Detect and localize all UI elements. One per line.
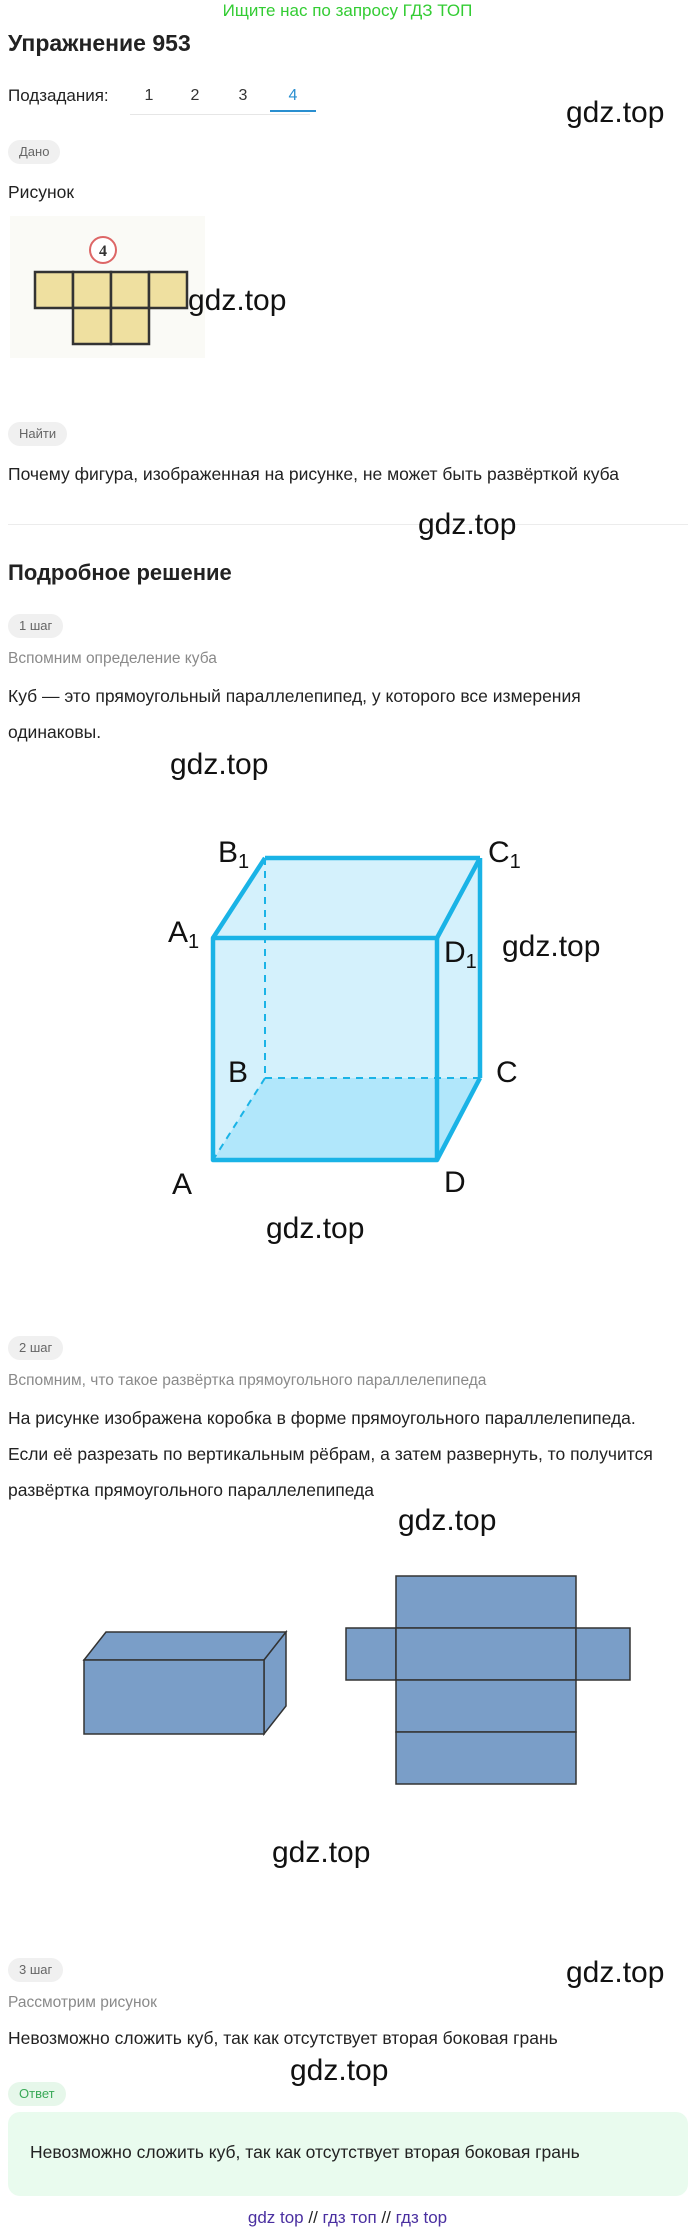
step-1-hint: Вспомним определение куба — [8, 650, 217, 667]
watermark: gdz.top — [188, 284, 287, 317]
box-net-illustration — [344, 1570, 634, 1790]
step-1-line-2: одинаковы. — [8, 722, 102, 742]
answer-badge: Ответ — [8, 2082, 66, 2106]
watermark: gdz.top — [418, 508, 517, 541]
svg-text:D1: $D_1$ — [444, 936, 477, 973]
section-divider — [8, 524, 688, 525]
figure-number: 4 — [99, 243, 107, 260]
step-2-hint: Вспомним, что такое развёртка прямоугольного параллелепипеда — [8, 1372, 487, 1389]
footer-separator: // — [381, 2208, 391, 2227]
watermark: gdz.top — [266, 1212, 365, 1245]
step-1-badge: 1 шаг — [8, 614, 63, 638]
tab-3[interactable]: 3 — [238, 87, 248, 104]
tab-4[interactable]: 4 — [270, 82, 316, 112]
svg-text:B1: $B_1$ — [218, 836, 250, 873]
watermark: gdz.top — [566, 96, 665, 129]
subtasks-label: Подзадания: — [8, 86, 109, 105]
cube-label-b1: B — [218, 836, 239, 869]
page-title: Упражнение 953 — [8, 30, 191, 56]
given-label: Рисунок — [8, 182, 75, 202]
cube-label-d1: D — [444, 936, 466, 969]
footer-link-1[interactable]: gdz top — [247, 2208, 304, 2227]
cube-diagram — [160, 820, 530, 1210]
tab-1[interactable]: 1 — [144, 87, 154, 104]
box-illustration — [80, 1620, 290, 1740]
solution-title: Подробное решение — [8, 560, 232, 585]
step-3-line-1: Невозможно сложить куб, так как отсутствует вторая боковая грань — [8, 2028, 558, 2048]
svg-text:A1: $A_1$ — [168, 916, 200, 953]
search-promo-text[interactable]: Ищите нас по запросу ГДЗ ТОП — [222, 1, 473, 20]
step-2-line-1: На рисунке изображена коробка в форме прямоугольного параллелепипеда. — [8, 1408, 636, 1428]
tabs-divider — [130, 114, 310, 115]
step-1-line-1: Куб — это прямоугольный параллелепипед, у которого все измерения — [8, 686, 581, 706]
watermark: gdz.top — [272, 1836, 371, 1869]
step-2-badge: 2 шаг — [8, 1336, 63, 1360]
given-badge: Дано — [8, 140, 60, 164]
watermark: gdz.top — [398, 1504, 497, 1537]
watermark: gdz.top — [502, 930, 601, 963]
cube-label-a: A — [172, 1168, 193, 1201]
cube-label-b: B — [228, 1056, 249, 1089]
cube-label-a1: A — [168, 916, 189, 949]
find-badge: Найти — [8, 422, 67, 446]
footer-links — [0, 2208, 695, 2228]
footer-link-2[interactable]: гдз топ — [322, 2208, 377, 2227]
step-3-hint: Рассмотрим рисунок — [8, 1994, 157, 2011]
watermark: gdz.top — [170, 748, 269, 781]
footer-link-3[interactable]: гдз top — [395, 2208, 448, 2227]
answer-text: Невозможно сложить куб, так как отсутствует вторая боковая грань — [30, 2142, 580, 2162]
cube-label-c1: C — [488, 836, 510, 869]
footer-separator: // — [308, 2208, 318, 2227]
watermark: gdz.top — [566, 1956, 665, 1989]
net-figure — [10, 216, 205, 358]
cube-label-d: D — [444, 1166, 466, 1199]
step-2-line-2: Если её разрезать по вертикальным рёбрам, а затем развернуть, то получится — [8, 1444, 653, 1464]
svg-text:C1: $C_1$ — [488, 836, 521, 873]
watermark: gdz.top — [290, 2054, 389, 2087]
step-3-badge: 3 шаг — [8, 1958, 63, 1982]
tab-2[interactable]: 2 — [190, 87, 200, 104]
find-text: Почему фигура, изображенная на рисунке, не может быть развёрткой куба — [8, 464, 620, 484]
cube-label-c: C — [496, 1056, 518, 1089]
step-2-line-3: развёртка прямоугольного параллелепипеда — [8, 1480, 375, 1500]
